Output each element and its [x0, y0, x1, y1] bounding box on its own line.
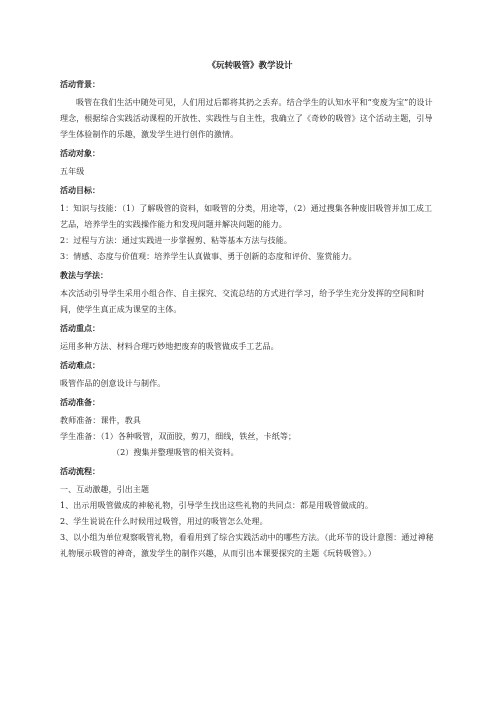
heading-prep: 活动准备：: [60, 397, 100, 407]
heading-background: 活动背景：: [60, 79, 100, 89]
goal-item-1: 1：知识与技能：（1）了解吸管的资料，如吸管的分类，用途等，（2）通过搜集各种废旧吸管并加工成工艺品，培养学生的实践操作能力和发现问题并解决问题的能力。: [60, 204, 433, 229]
paragraph-difficulty: 吸管作品的创意设计与制作。: [60, 379, 166, 388]
prep-student-2: （2）搜集并整理吸管的相关资料。: [112, 448, 239, 457]
heading-difficulty: 活动难点：: [60, 360, 100, 370]
process-item-3: 3、以小组为单位观察吸管礼物，看看用到了综合实践活动中的哪些方法。（此环节的设计意图：通过神秘礼物展示吸管的神奇，激发学生的制作兴趣，从而引出本课要探究的主题《玩转吸管》。）: [60, 533, 434, 558]
process-item-1: 1、出示用吸管做成的神秘礼物，引导学生找出这些礼物的共同点：都是用吸管做成的。: [60, 501, 373, 510]
paragraph-focus: 运用多种方法、材料合理巧妙地把废弃的吸管做成手工艺品。: [60, 342, 279, 351]
paragraph-background: 吸管在我们生活中随处可见，人们用过后都将其扔之丢弃。结合学生的认知水平和“变废为宝”的设计理念，根据综合实践活动课程的开放性、实践性与自主性，我确立了《奇妙的吸管》这个活动主题，引导学生体验制作的乐趣，激发学生进行创作的激情。: [60, 98, 433, 139]
document-title: 《玩转吸管》教学设计: [207, 61, 293, 71]
heading-target: 活动对象：: [60, 148, 100, 158]
goal-item-3: 3：情感、态度与价值观：培养学生认真做事、勇于创新的态度和评价、鉴赏能力。: [60, 252, 357, 261]
document-page: [60, 60, 440, 562]
prep-student-1: 学生准备：（1）各种吸管，双面胶，剪刀，细线，铁丝，卡纸等；: [60, 432, 297, 441]
heading-process: 活动流程：: [60, 466, 100, 476]
paragraph-method: 本次活动引导学生采用小组合作、自主探究、交流总结的方式进行学习，给予学生充分发挥的空间和时间，使学生真正成为课堂的主体。: [60, 289, 425, 314]
prep-teacher: 教师准备：课件，教具: [60, 416, 141, 425]
process-step-title: 一、互动激趣，引出主题: [60, 485, 150, 494]
heading-goals: 活动目标：: [60, 185, 100, 195]
heading-focus: 活动重点：: [60, 323, 100, 333]
paragraph-target: 五年级: [60, 167, 85, 176]
heading-method: 教法与学法：: [60, 270, 108, 280]
process-item-2: 2、学生说说在什么时候用过吸管，用过的吸管怎么处理。: [60, 517, 268, 526]
goal-item-2: 2：过程与方法：通过实践进一步掌握剪、粘等基本方法与技能。: [60, 236, 292, 245]
